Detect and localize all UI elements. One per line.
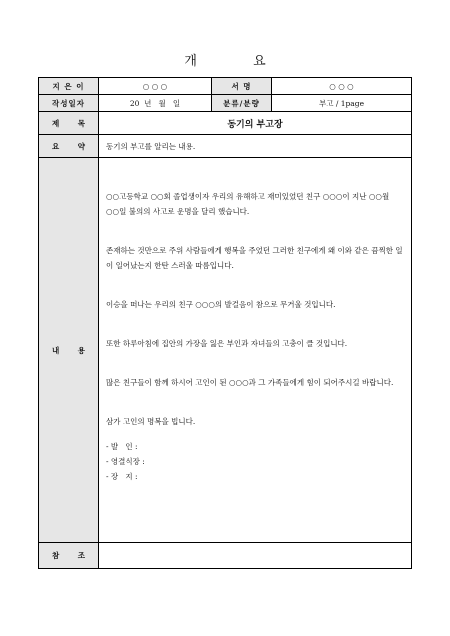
date-label: 작성일자 xyxy=(39,95,99,112)
content-body xyxy=(99,158,412,543)
funeral-procession-line: - 발 인 : xyxy=(106,442,138,451)
subject-label: 제 목 xyxy=(39,112,99,135)
subject-value: 동기의 부고장 xyxy=(99,112,412,135)
reference-label: 참 조 xyxy=(39,543,99,569)
signature-value: ○ ○ ○ xyxy=(272,78,412,95)
content-paragraph: ○○고등학교 ○○회 졸업생이자 우리의 유해하고 재미있었던 친구 ○○○이 지난 ○○월 ○○일 불의의 사고로 운명을 달리 했습니다. xyxy=(106,192,390,216)
reference-value xyxy=(99,543,412,569)
author-label: 지 은 이 xyxy=(39,78,99,95)
content-paragraph: 삼가 고인의 명복을 빕니다. xyxy=(106,417,196,426)
summary-label: 요 약 xyxy=(39,135,99,158)
burial-place-line: - 장 지 : xyxy=(106,472,138,481)
category-label: 분류/분량 xyxy=(212,95,272,112)
category-value: 부고 / 1page xyxy=(272,95,412,112)
date-value: 20 년 월 일 xyxy=(99,95,212,112)
content-label: 내 용 xyxy=(39,158,99,543)
content-paragraph: 존재하는 것만으로 주위 사람들에게 행복을 주었던 그러한 친구에게 왜 이와 같은 끔찍한 일이 일어났는지 한탄 스러울 따름입니다. xyxy=(106,246,403,270)
author-value: ○ ○ ○ xyxy=(99,78,212,95)
content-paragraph: 많은 친구들이 함께 하시어 고인이 된 ○○○과 그 가족들에게 힘이 되어주시길 바랍니다. xyxy=(106,378,394,387)
summary-table xyxy=(38,77,412,569)
document-title: 개 요 xyxy=(184,54,292,69)
funeral-hall-line: - 영결식장 : xyxy=(106,457,145,466)
content-paragraph: 이승을 떠나는 우리의 친구 ○○○의 발걸음이 참으로 무거울 것입니다. xyxy=(106,300,336,309)
content-paragraph: 또한 하루아침에 집안의 가장을 잃은 부인과 자녀들의 고충이 클 것입니다. xyxy=(106,339,348,348)
signature-label: 서 명 xyxy=(212,78,272,95)
summary-value: 동기의 부고를 알리는 내용. xyxy=(99,135,412,158)
